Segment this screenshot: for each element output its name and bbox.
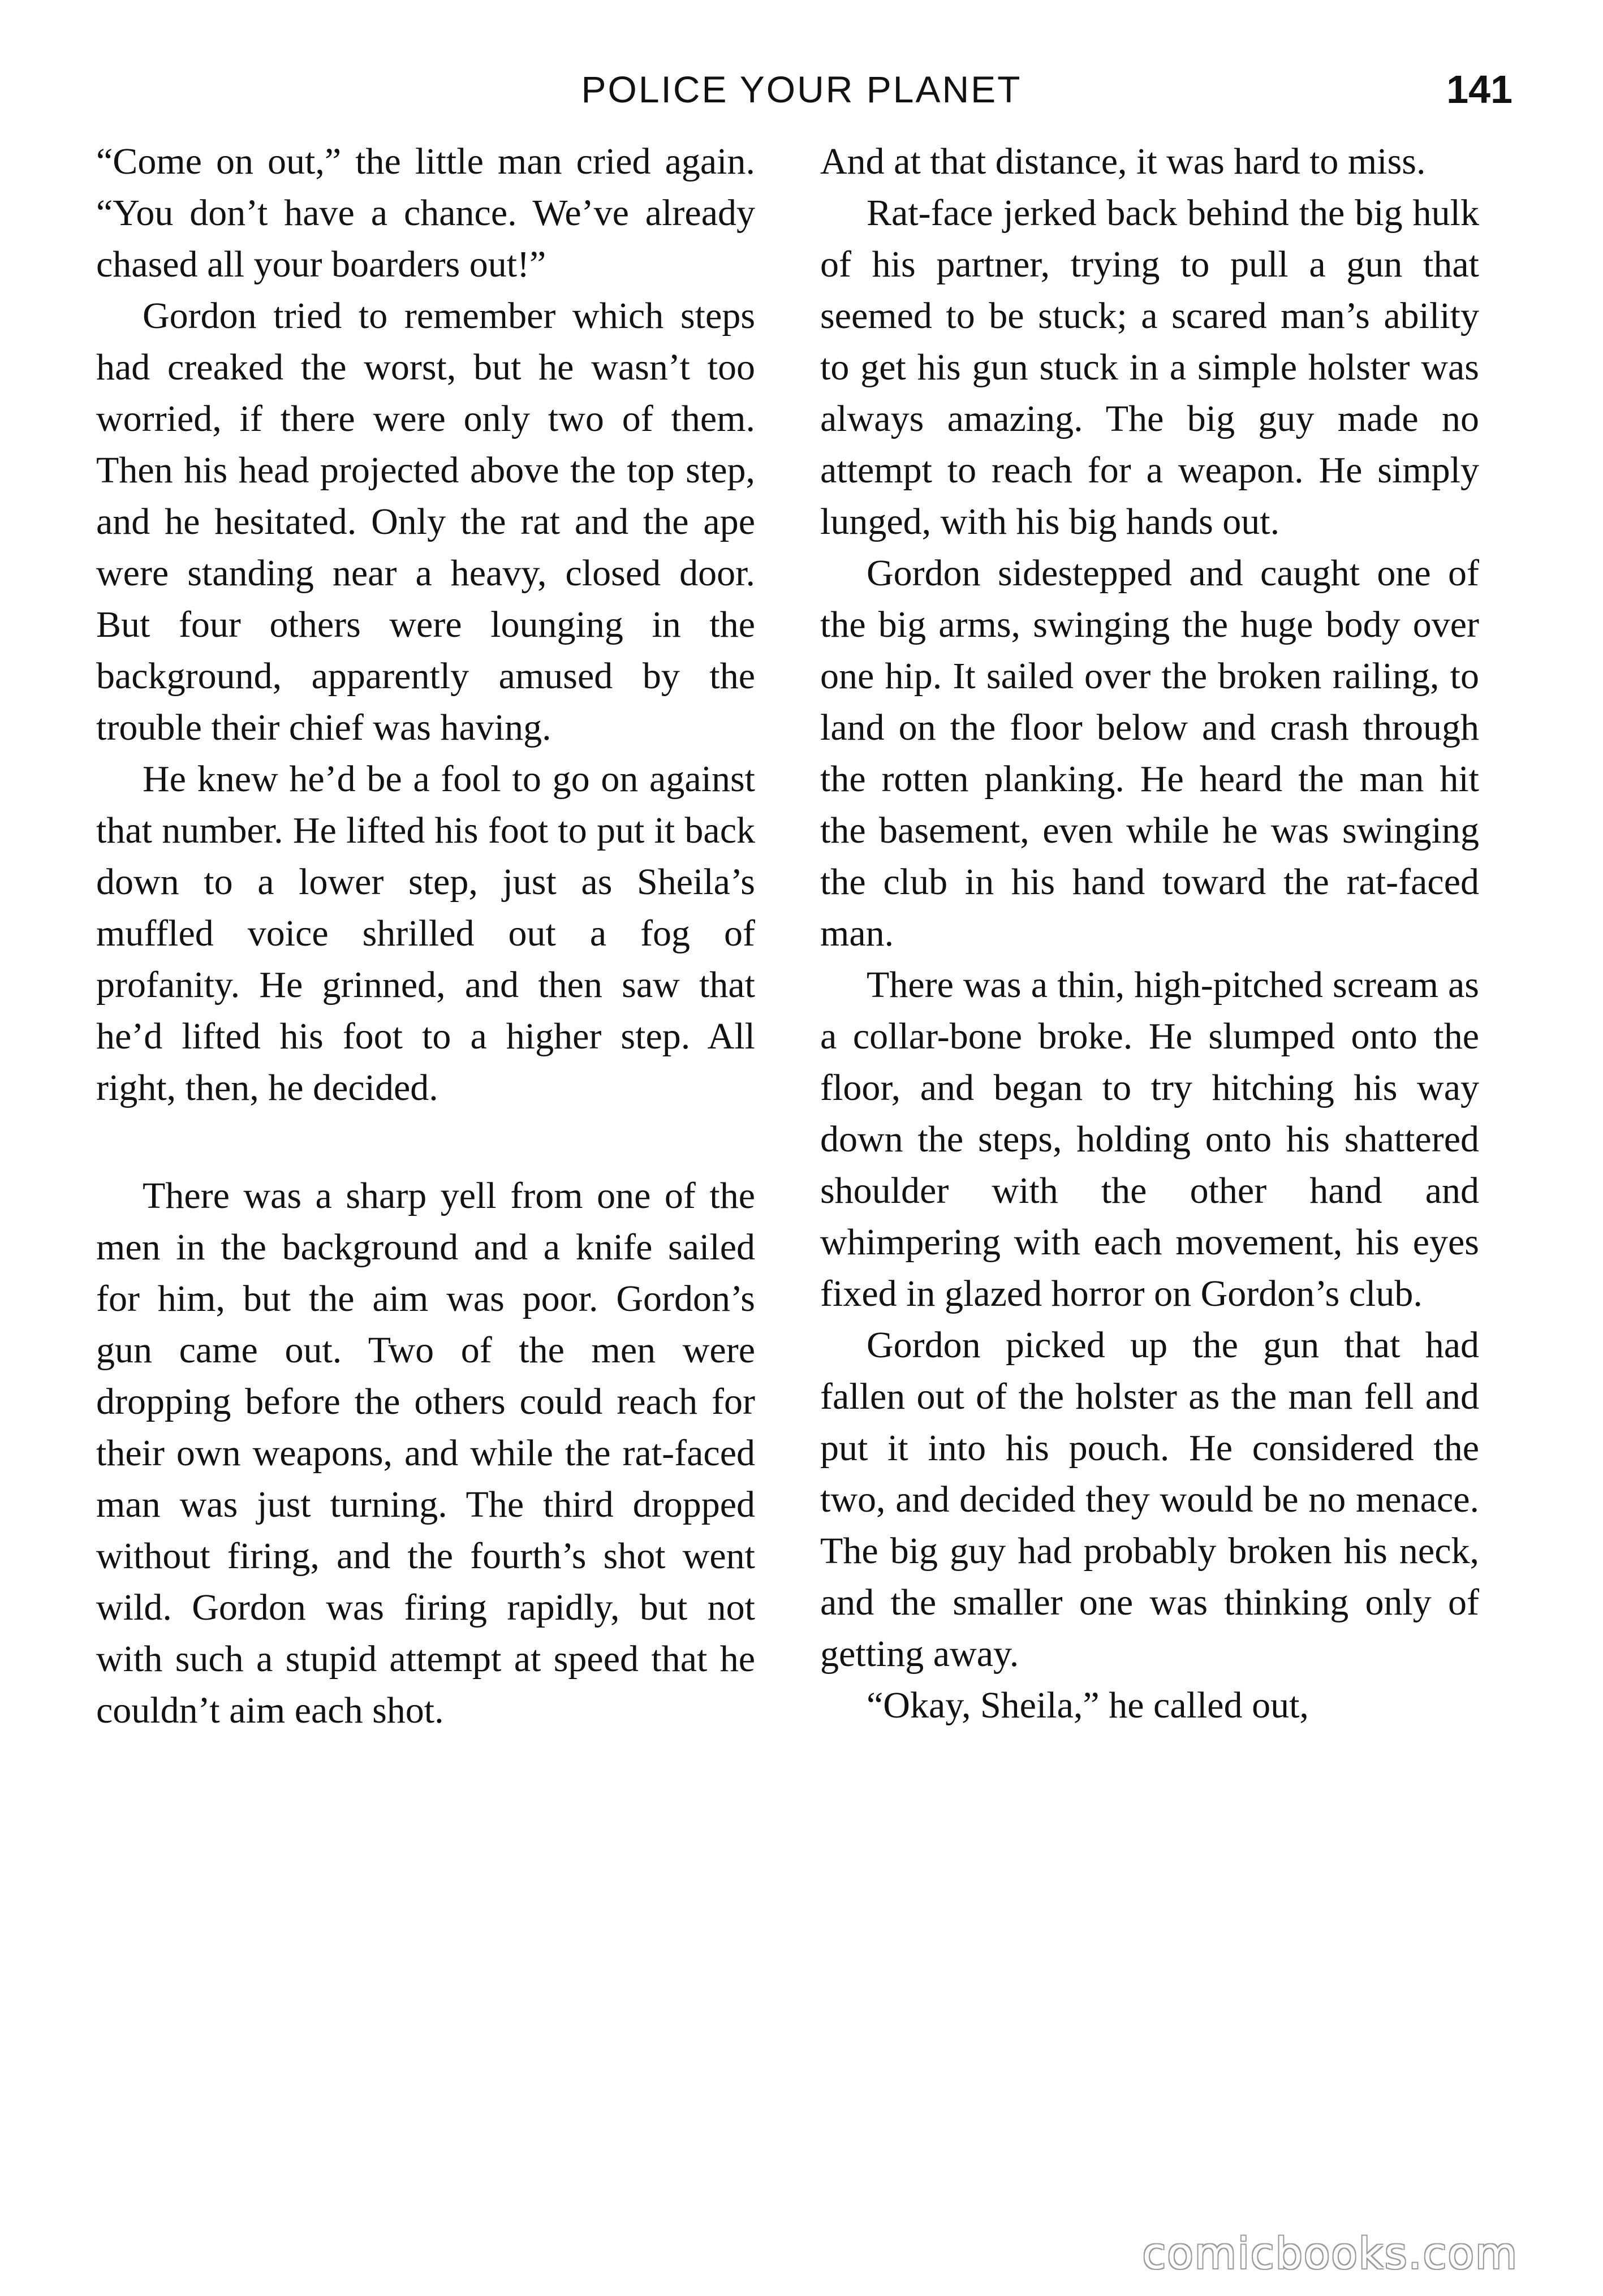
left-column <box>96 136 755 1736</box>
page-header <box>91 68 1512 119</box>
page-number: 141 <box>1446 67 1512 111</box>
paragraph: There was a sharp yell from one of the men in the background and a knife sailed for him, but the aim was poor. Gordon’s gun came out. Two of the men were dropping before the others could reach for their own weapons, and while the rat-faced man was just turning. The third dropped without firing, and the fourth’s shot went wild. Gordon was firing rapidly, but not with such a stupid attempt at speed that he couldn’t aim each shot. <box>96 1175 755 1731</box>
paragraph: There was a thin, high-pitched scream as a collar-bone broke. He slumped onto the floor, and began to try hitching his way down the steps, holding onto his shattered shoulder with the other hand and whimpering with each movement, his eyes fixed in glazed horror on Gordon’s club. <box>820 964 1479 1314</box>
running-title: POLICE YOUR PLANET <box>581 68 1022 110</box>
watermark: comicbooks.com <box>1142 2228 1518 2278</box>
section-break <box>96 1114 755 1170</box>
paragraph: Gordon tried to remember which steps had creaked the worst, but he wasn’t too worried, if there were only two of them. Then his head projected above the top step, and he hesitated. Only the rat and the ape were standing near a heavy, closed door. But four others were lounging in the background, apparently amused by the trouble their chief was having. <box>96 295 755 748</box>
paragraph: “Okay, Sheila,” he called out, <box>867 1685 1309 1726</box>
paragraph: He knew he’d be a fool to go on against that number. He lifted his foot to put it back down to a lower step, just as Sheila’s muffled voice shrilled out a fog of profanity. He grinned, and then saw that he’d lifted his foot to a higher step. All right, then, he decided. <box>96 758 755 1108</box>
paragraph: Gordon picked up the gun that had fallen out of the holster as the man fell and put it into his pouch. He considered the two, and decided they would be no menace. The big guy had probably broken his neck, and the smaller one was thinking only of getting away. <box>820 1324 1479 1674</box>
paragraph: Rat-face jerked back behind the big hulk of his partner, trying to pull a gun that seemed to be stuck; a scared man’s ability to get his gun stuck in a simple holster was always amazing. The big guy made no attempt to reach for a weapon. He simply lunged, with his big hands out. <box>820 192 1479 542</box>
paragraph: Gordon sidestepped and caught one of the big arms, swinging the huge body over one hip. It sailed over the broken railing, to land on the floor below and crash through the rotten planking. He heard the man hit the basement, even while he was swinging the club in his hand toward the rat-faced man. <box>820 553 1479 954</box>
paragraph: “Come on out,” the little man cried again. “You don’t have a chance. We’ve already chased all your boarders out!” <box>96 141 755 285</box>
paragraph: And at that distance, it was hard to miss. <box>820 141 1426 182</box>
right-column <box>820 136 1479 1731</box>
